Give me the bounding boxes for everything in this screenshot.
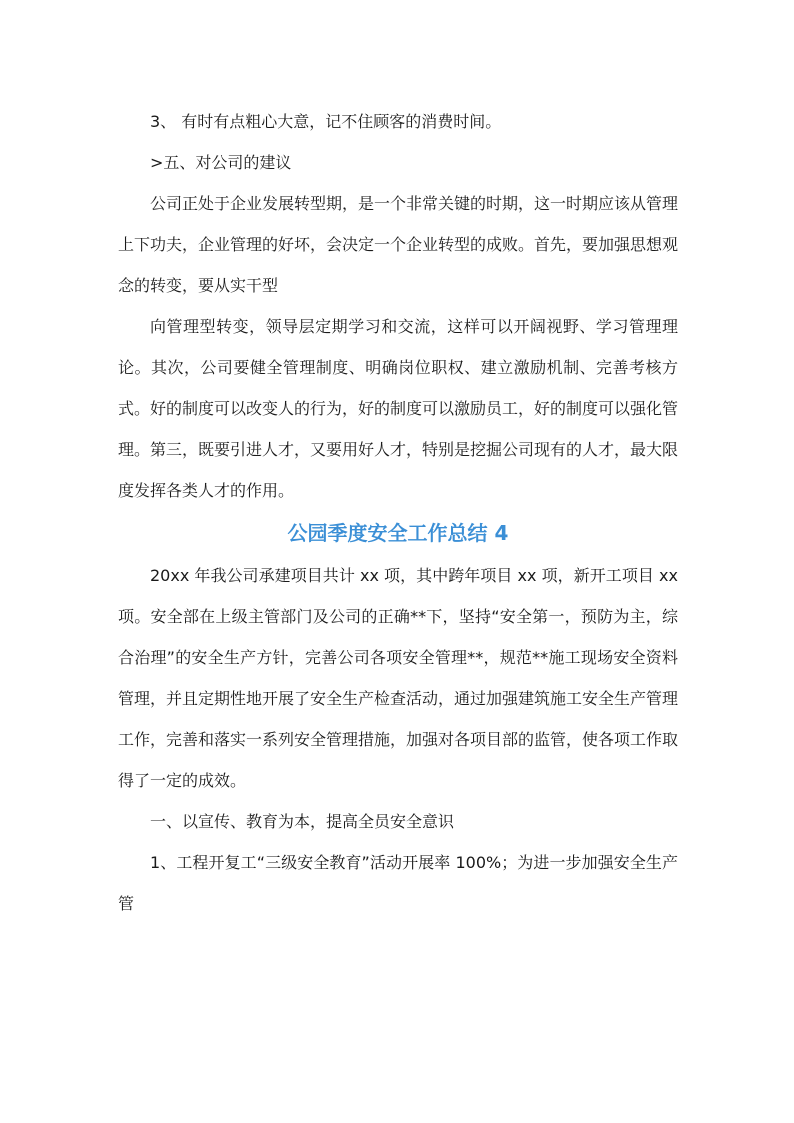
article-title: 公园季度安全工作总结 4 (287, 521, 509, 545)
paragraph-safety-education: 1、工程开复工“三级安全教育”活动开展率 100%；为进一步加强安全生产管 (118, 853, 678, 913)
paragraph-project-summary: 20xx 年我公司承建项目共计 xx 项，其中跨年项目 xx 项，新开工项目 xx 项。安全部在上级主管部门及公司的正确**下，坚持“安全第一，预防为主，综合治理”的安全生产方针，完善公司各项安全管理**，规范**施工现场安全资料管理，并且定期性地开展了安全生产检查活动，通过加强建筑施工安全生产管理工作，完善和落实一系列安全管理措施，加强对各项目部的监管，使各项工作取得了一定的成效。 (118, 566, 679, 790)
paragraph-item-3: 3、 有时有点粗心大意，记不住顾客的消费时间。 (150, 112, 502, 131)
document-body (118, 101, 678, 924)
paragraph-transition-period: 公司正处于企业发展转型期，是一个非常关键的时期，这一时期应该从管理上下功夫，企业管理的好坏，会决定一个企业转型的成败。首先，要加强思想观念的转变，要从实干型 (118, 194, 679, 295)
section-heading-education: 一、以宣传、教育为本，提高全员安全意识 (150, 812, 455, 831)
paragraph-management-transition: 向管理型转变，领导层定期学习和交流，这样可以开阔视野、学习管理理论。其次，公司要健全管理制度、明确岗位职权、建立激励机制、完善考核方式。好的制度可以改变人的行为，好的制度可以激励员工，好的制度可以强化管理。第三，既要引进人才，又要用好人才，特别是挖掘公司现有的人才，最大限度发挥各类人才的作用。 (118, 317, 679, 500)
section-heading-suggestions: >五、对公司的建议 (150, 153, 292, 172)
